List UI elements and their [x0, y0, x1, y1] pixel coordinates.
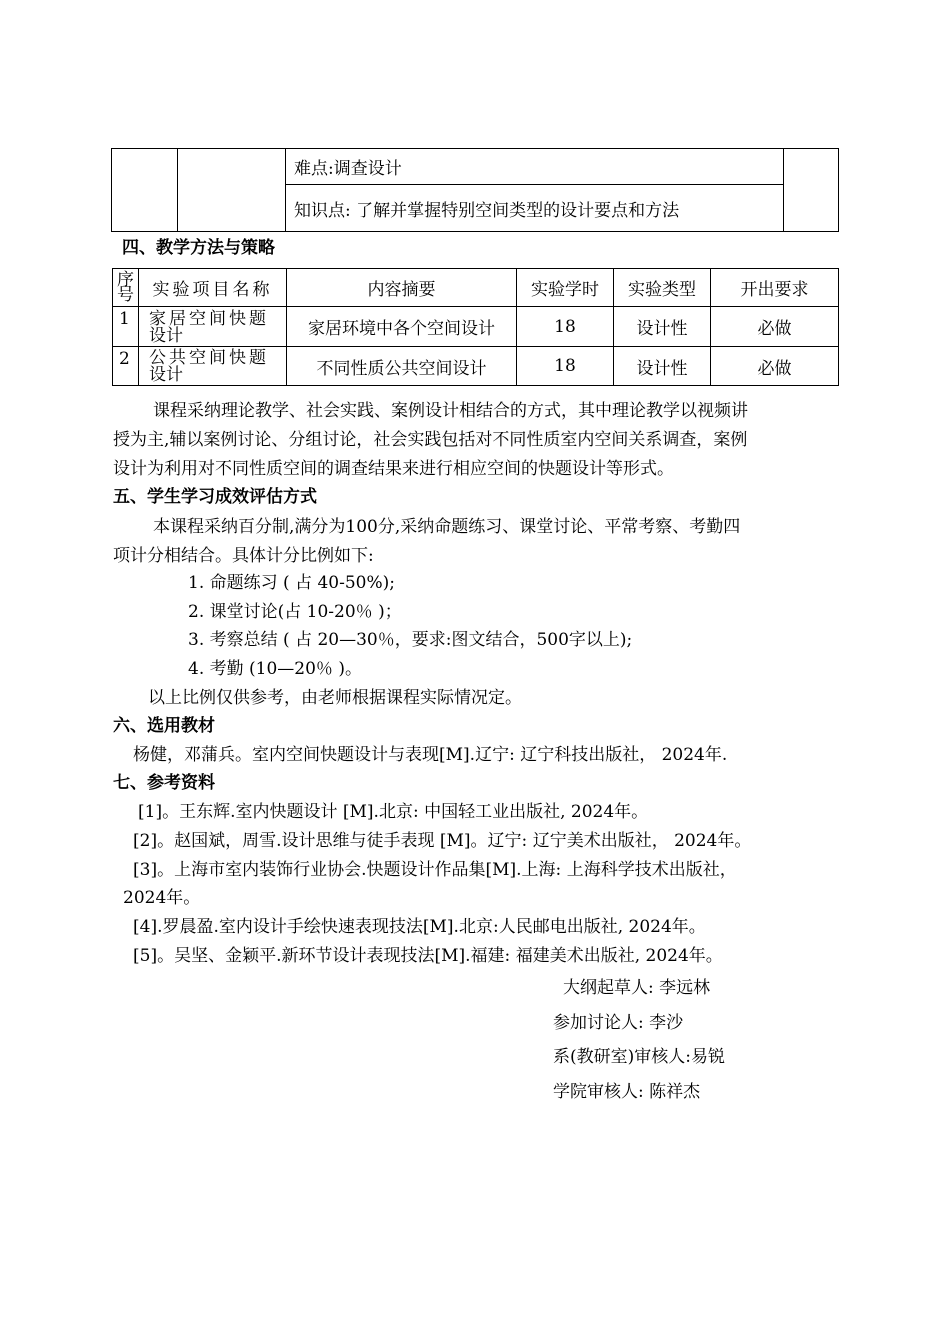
section4-para-line-1: 课程采纳理论教学、社会实践、案例设计相结合的方式，其中理论教学以视频讲 [153, 401, 748, 421]
table-row [113, 307, 839, 347]
row1-req: 必做 [711, 307, 839, 347]
section5-intro-line-2: 项计分相结合。具体计分比例如下: [113, 546, 374, 566]
row2-no: 2 [113, 347, 139, 386]
header-no-top: 序 [117, 269, 134, 290]
reference-item: [3]。上海市室内装饰行业协会.快题设计作品集[M].上海: 上海科学技术出版社， [133, 860, 737, 880]
top-table-cell-empty-3 [784, 149, 839, 232]
header-type: 实验类型 [614, 269, 711, 307]
row2-name-line1: 公共空间快题 [149, 348, 269, 368]
difficulty-text: 难点:调查设计 [294, 159, 402, 179]
top-table-cell-empty-1 [112, 149, 178, 232]
header-no-bottom: 号 [117, 284, 134, 305]
row2-hours: 18 [517, 347, 614, 386]
section7-heading: 七、参考资料 [113, 773, 215, 793]
textbook-entry: 杨健，邓蒲兵。室内空间快题设计与表现[M].辽宁: 辽宁科技出版社， 2024年. [133, 745, 728, 765]
top-table-cell-empty-2 [178, 149, 286, 232]
dept-reviewer-signature: 系(教研室)审核人:易锐 [553, 1047, 725, 1067]
knowledge-cell [286, 185, 784, 232]
reference-item-cont: 2024年。 [123, 888, 201, 908]
top-table [111, 148, 839, 232]
section5-note: 以上比例仅供参考，由老师根据课程实际情况定。 [148, 688, 522, 708]
reference-item: [2]。赵国斌，周雪.设计思维与徒手表现 [M]。辽宁: 辽宁美术出版社， 2024年。 [133, 831, 752, 851]
table-row [113, 347, 839, 386]
reference-item: [5]。吴坚、金颖平.新环节设计表现技法[M].福建: 福建美术出版社, 2024年。 [133, 946, 723, 966]
list-item: 1. 命题练习 ( 占 40-50%); [188, 573, 395, 593]
row2-type: 设计性 [614, 347, 711, 386]
difficulty-cell [286, 149, 784, 185]
section5-intro-line-1: 本课程采纳百分制,满分为100分,采纳命题练习、课堂讨论、平常考察、考勤四 [153, 517, 741, 537]
header-no [113, 269, 139, 307]
row1-name-line2: 设计 [149, 325, 183, 346]
row1-name [139, 307, 287, 347]
experiment-table [112, 268, 839, 386]
header-summary: 内容摘要 [287, 269, 517, 307]
discussants-signature: 参加讨论人: 李沙 [553, 1013, 684, 1033]
header-name: 实验项目名称 [139, 269, 287, 307]
reference-item: [4].罗晨盈.室内设计手绘快速表现技法[M].北京:人民邮电出版社, 2024年。 [133, 917, 706, 937]
header-req: 开出要求 [711, 269, 839, 307]
row2-summary: 不同性质公共空间设计 [287, 347, 517, 386]
row2-req: 必做 [711, 347, 839, 386]
row1-no: 1 [113, 307, 139, 347]
row2-name-line2: 设计 [149, 365, 183, 385]
section6-heading: 六、选用教材 [113, 716, 215, 736]
section5-heading: 五、学生学习成效评估方式 [113, 487, 317, 507]
drafter-signature: 大纲起草人: 李远林 [563, 978, 711, 998]
knowledge-text: 知识点: 了解并掌握特别空间类型的设计要点和方法 [294, 200, 680, 221]
section4-para-line-2: 授为主,辅以案例讨论、分组讨论，社会实践包括对不同性质室内空间关系调查，案例 [113, 430, 748, 450]
row1-name-line1: 家居空间快题 [149, 308, 269, 329]
list-item: 2. 课堂讨论(占 10-20％ )； [188, 602, 402, 622]
header-hours: 实验学时 [517, 269, 614, 307]
row2-name [139, 347, 287, 386]
row1-type: 设计性 [614, 307, 711, 347]
section4-para-line-3: 设计为利用对不同性质空间的调查结果来进行相应空间的快题设计等形式。 [113, 459, 674, 479]
section4-heading: 四、教学方法与策略 [122, 238, 275, 258]
reference-item: [1]。王东辉.室内快题设计 [M].北京: 中国轻工业出版社, 2024年。 [138, 802, 649, 822]
list-item: 4. 考勤 (10—20％ )。 [188, 659, 362, 679]
row1-hours: 18 [517, 307, 614, 347]
row1-summary: 家居环境中各个空间设计 [287, 307, 517, 347]
list-item: 3. 考察总结 ( 占 20—30％，要求:图文结合，500字以上); [188, 630, 633, 650]
college-reviewer-signature: 学院审核人: 陈祥杰 [553, 1082, 701, 1102]
